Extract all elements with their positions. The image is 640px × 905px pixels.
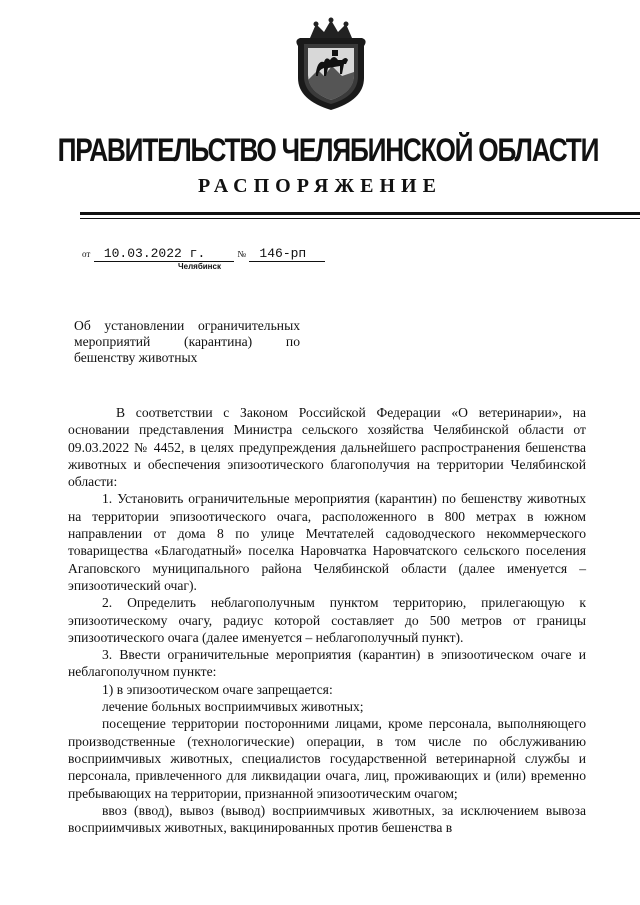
header-divider-thick: [80, 212, 640, 215]
restriction-item: посещение территории посторонними лицами, кроме персонала, выполняющего производственные (технологические) операции, в том числе по обслуживанию восприимчивых животных, специалистов государственной ветеринарной службы и персонала, привлеченного для ликвидации очага, лиц, проживающих и (или) временно пребывающих на территории, признанной эпизоотическим очагом;: [68, 716, 586, 801]
clause-3: 3. Ввести ограничительные мероприятия (карантин) в эпизоотическом очаге и неблагополучном пункте:: [68, 647, 586, 680]
document-subject: [74, 318, 300, 366]
coat-of-arms-emblem: [292, 16, 370, 112]
header-divider-thin: [80, 218, 640, 219]
subject-line: бешенству животных: [74, 350, 198, 365]
document-number: 146-рп: [249, 247, 325, 262]
subject-line: мероприятий (карантина) по: [74, 334, 300, 349]
clause-1: 1. Установить ограничительные мероприятия (карантин) по бешенству животных на территории эпизоотического очага, расположенного в 800 метрах в южном направлении от дома 8 по улице Мечтателей садоводческого некоммерческого товарищества «Благодатный» поселка Наровчатка Наровчатского сельского поселения Агаповского муниципального района Челябинской области (далее именуется – эпизоотический очаг).: [68, 491, 586, 593]
preamble-paragraph: В соответствии с Законом Российской Федерации «О ветеринарии», на основании представления Министра сельского хозяйства Челябинской области от 09.03.2022 № 4452, в целях предупреждения дальнейшего распространения бешенства животных и обеспечения эпизоотического благополучия на территории Челябинской области:: [68, 405, 586, 490]
restriction-item: лечение больных восприимчивых животных;: [102, 699, 364, 715]
document-meta: [82, 246, 325, 262]
clause-2: 2. Определить неблагополучным пунктом территорию, прилегающую к эпизоотическому очагу, радиус которой составляет до 500 метров от границы эпизоотического очага (далее именуется – неблагополучный пункт).: [68, 595, 586, 645]
number-label: №: [237, 249, 246, 259]
document-body: [68, 404, 586, 836]
issue-city: Челябинск: [178, 262, 221, 271]
document-type: РАСПОРЯЖЕНИЕ: [198, 175, 442, 197]
restriction-item: ввоз (ввод), вывоз (вывод) восприимчивых животных, за исключением вывоза восприимчивых животных, вакцинированных против бешенства в: [68, 802, 586, 836]
date-label: от: [82, 249, 91, 259]
subclause-1: 1) в эпизоотическом очаге запрещается:: [102, 681, 333, 697]
document-date: 10.03.2022 г.: [94, 247, 234, 262]
subject-line: Об установлении ограничительных: [74, 318, 300, 333]
government-title: ПРАВИТЕЛЬСТВО ЧЕЛЯБИНСКОЙ ОБЛАСТИ: [57, 132, 599, 168]
